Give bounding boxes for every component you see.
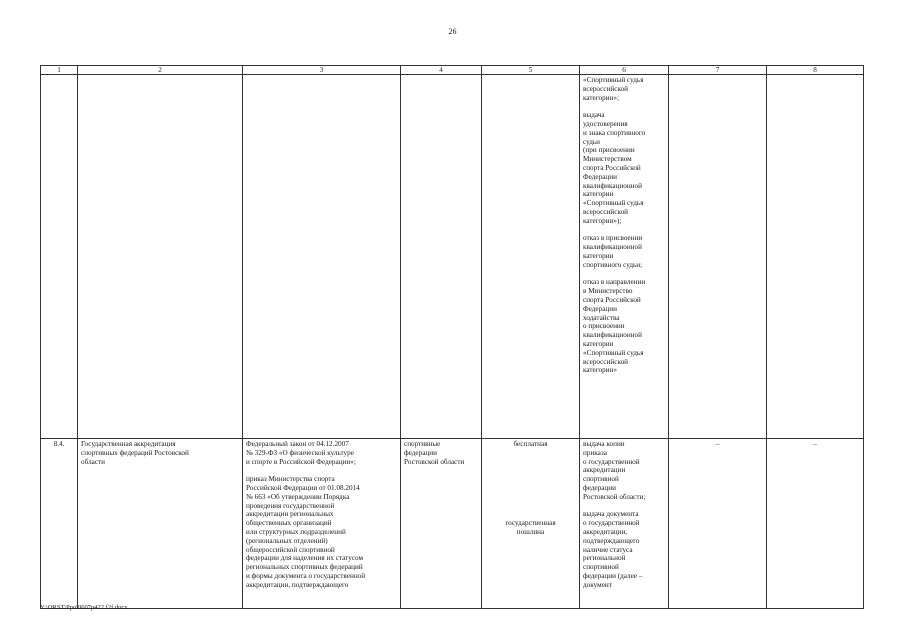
result-paragraph: «Спортивный судья всероссийской категории»; <box>583 76 644 102</box>
header-cell: 6 <box>580 66 669 75</box>
col8-cell: – <box>767 439 864 609</box>
file-path-footer: Y:\ORST\Ppo\0607p422.f2f.docx <box>40 604 128 611</box>
table-cell <box>482 75 580 439</box>
service-name-cell <box>78 439 243 609</box>
header-cell: 2 <box>78 66 243 75</box>
header-cell: 3 <box>243 66 401 75</box>
table-cell <box>78 75 243 439</box>
legal-basis-paragraph: приказ Министерства спорта Российской Федерации от 01.08.2014 № 663 «Об утверждении Порядка проведения государственной аккредитации региональных общественных организаций или структурных подразделений (региональных отделений) общероссийской спортивной федерации для наделения их статусом региональных спортивных федераций и формы документа о государственной аккредитации, подтверждающего <box>246 475 366 589</box>
table-cell <box>243 75 401 439</box>
applicants-cell <box>401 439 482 609</box>
services-table <box>40 65 864 609</box>
result-cell <box>580 75 669 439</box>
result-paragraph: отказ в присвоении квалификационной категории спортивного судьи; <box>583 234 643 269</box>
page-number: 26 <box>448 27 457 36</box>
header-cell: 1 <box>41 66 78 75</box>
table-cell <box>401 75 482 439</box>
col7-cell: – <box>669 439 767 609</box>
result-paragraph: отказ в направлении в Министерство спорта Российской Федерации ходатайства о присвоении квалификационной категории «Спортивный судья всероссийской категории» <box>583 278 646 375</box>
header-cell: 8 <box>767 66 864 75</box>
table-row <box>41 439 864 609</box>
applicants: спортивные федерации Ростовской области <box>404 440 465 466</box>
result-cell <box>580 439 669 609</box>
table-cell <box>41 75 78 439</box>
result-paragraph: выдача документа о государственной аккредитации, подтверждающего наличие статуса региональной спортивной федерации (далее – документ <box>583 510 643 589</box>
row-number: 8.4. <box>41 439 78 609</box>
service-name: Государственная аккредитация спортивных федераций Ростовской области <box>81 440 189 466</box>
fee-free: бесплатная <box>513 440 548 448</box>
table-cell <box>669 75 767 439</box>
table-header-row <box>41 66 864 75</box>
fee-state-duty: государственная пошлина <box>505 519 556 536</box>
header-cell: 5 <box>482 66 580 75</box>
legal-basis-paragraph: Федеральный закон от 04.12.2007 № 329-ФЗ «О физической культуре и спорте в Российской Федерации»; <box>246 440 356 466</box>
header-cell: 7 <box>669 66 767 75</box>
table-row <box>41 75 864 439</box>
fee-cell <box>482 439 580 609</box>
result-paragraph: выдача удостоверения и знака спортивного судьи (при присвоении Министерством спорта Российской Федерации квалификационной категории «Спортивный судья всероссийской категории»); <box>583 111 646 225</box>
header-cell: 4 <box>401 66 482 75</box>
table-cell <box>767 75 864 439</box>
result-paragraph: выдача копии приказа о государственной аккредитации спортивной федерации Ростовской области; <box>583 440 646 501</box>
legal-basis-cell <box>243 439 401 609</box>
